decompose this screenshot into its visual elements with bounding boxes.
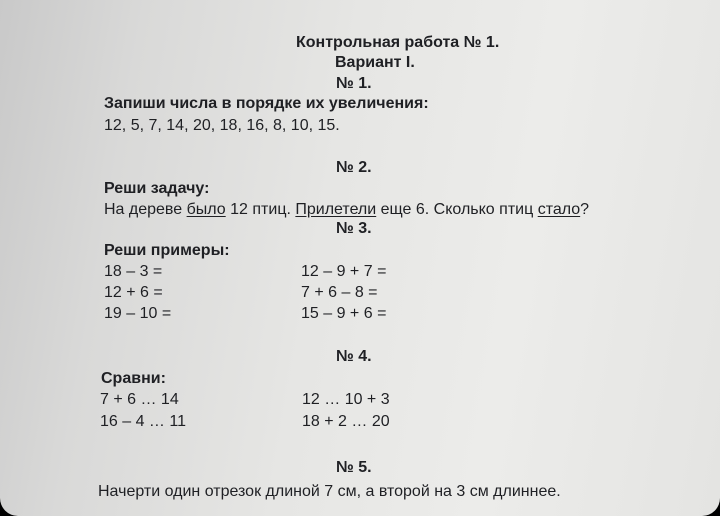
worksheet-title: Контрольная работа № 1. bbox=[296, 34, 500, 51]
compare-right-2: 18 + 2 … 20 bbox=[302, 413, 390, 430]
underlined-word-prileteli: Прилетели bbox=[295, 201, 377, 218]
task-3-number: № 3. bbox=[336, 220, 372, 237]
task-5-text: Начерти один отрезок длиной 7 см, а второй на 3 см длиннее. bbox=[98, 483, 561, 500]
example-right-1: 12 – 9 + 7 = bbox=[301, 263, 387, 280]
example-left-3: 19 – 10 = bbox=[104, 305, 172, 322]
example-left-2: 12 + 6 = bbox=[104, 284, 163, 301]
example-left-1: 18 – 3 = bbox=[104, 263, 163, 280]
example-right-3: 15 – 9 + 6 = bbox=[301, 305, 387, 322]
task-4-number: № 4. bbox=[336, 348, 372, 365]
task-2-heading: Реши задачу: bbox=[104, 180, 210, 197]
task-1-number: № 1. bbox=[336, 75, 372, 92]
example-right-2: 7 + 6 – 8 = bbox=[301, 284, 378, 301]
underlined-word-bylo: было bbox=[186, 201, 226, 218]
variant-label: Вариант I. bbox=[335, 54, 415, 71]
compare-left-1: 7 + 6 … 14 bbox=[100, 391, 179, 408]
underlined-word-stalo: стало bbox=[537, 201, 581, 218]
task-1-numbers: 12, 5, 7, 14, 20, 18, 16, 8, 10, 15. bbox=[104, 117, 340, 134]
task-1-instruction: Запиши числа в порядке их увеличения: bbox=[104, 95, 429, 112]
task-2-number: № 2. bbox=[336, 159, 372, 176]
compare-right-1: 12 … 10 + 3 bbox=[302, 391, 390, 408]
task-5-number: № 5. bbox=[336, 459, 372, 476]
task-3-heading: Реши примеры: bbox=[104, 242, 230, 259]
task-2-problem-text: На дереве было 12 птиц. Прилетели еще 6. Сколько птиц стало? bbox=[104, 201, 590, 218]
compare-left-2: 16 – 4 … 11 bbox=[100, 413, 186, 430]
task-4-heading: Сравни: bbox=[101, 370, 166, 387]
